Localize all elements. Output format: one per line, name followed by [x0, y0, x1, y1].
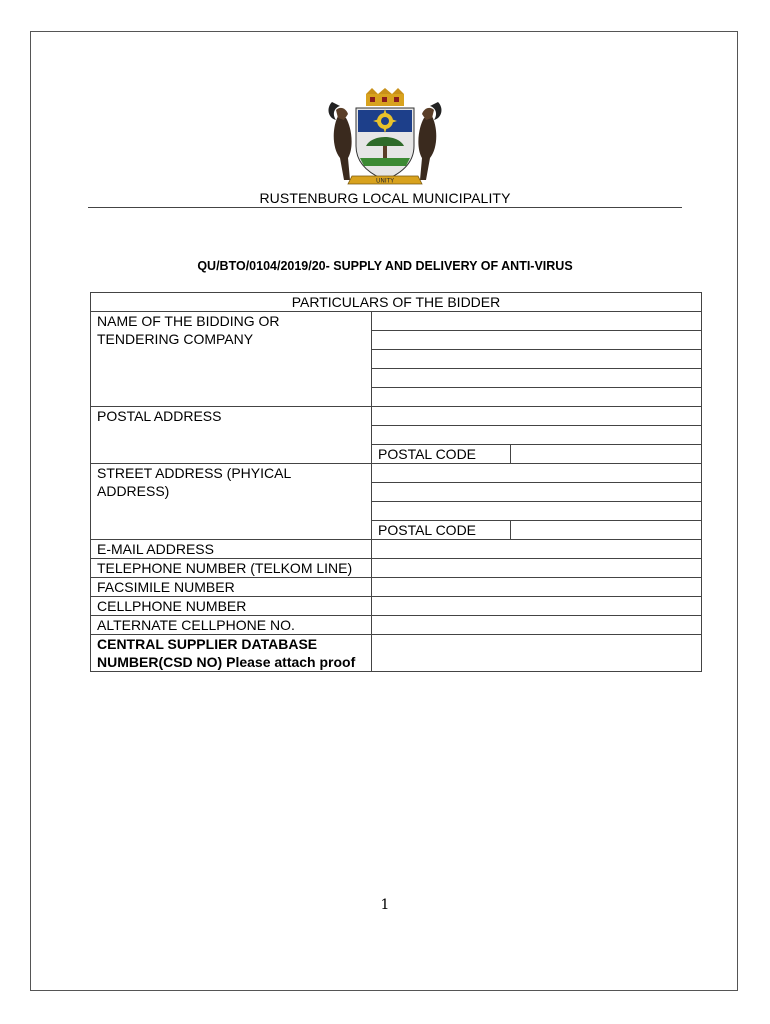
company-name-label: NAME OF THE BIDDING OR TENDERING COMPANY	[91, 312, 372, 407]
postal-address-field-1[interactable]	[372, 407, 702, 426]
company-name-field-3[interactable]	[372, 350, 702, 369]
svg-text:UNITY: UNITY	[376, 177, 394, 185]
email-field[interactable]	[372, 540, 702, 559]
tender-title: QU/BTO/0104/2019/20- SUPPLY AND DELIVERY OF ANTI-VIRUS	[197, 259, 573, 273]
page-number: 1	[380, 897, 390, 913]
postal-code-field[interactable]	[511, 445, 702, 464]
company-name-field-2[interactable]	[372, 331, 702, 350]
cellphone-field[interactable]	[372, 597, 702, 616]
csd-number-field[interactable]	[372, 635, 702, 672]
telephone-label: TELEPHONE NUMBER (TELKOM LINE)	[91, 559, 372, 578]
street-address-field-3[interactable]	[372, 502, 702, 521]
company-name-field-5[interactable]	[372, 388, 702, 407]
email-label: E-MAIL ADDRESS	[91, 540, 372, 559]
cellphone-label: CELLPHONE NUMBER	[91, 597, 372, 616]
table-heading: PARTICULARS OF THE BIDDER	[91, 293, 702, 312]
street-address-field-1[interactable]	[372, 464, 702, 483]
postal-address-field-2[interactable]	[372, 426, 702, 445]
alt-cellphone-field[interactable]	[372, 616, 702, 635]
municipality-name: RUSTENBURG LOCAL MUNICIPALITY	[259, 190, 511, 206]
postal-code-label: POSTAL CODE	[372, 445, 511, 464]
header-divider	[88, 207, 682, 208]
postal-address-label: POSTAL ADDRESS	[91, 407, 372, 464]
street-postal-code-field[interactable]	[511, 521, 702, 540]
bidder-particulars-table	[90, 292, 702, 672]
alt-cellphone-label: ALTERNATE CELLPHONE NO.	[91, 616, 372, 635]
company-name-field-4[interactable]	[372, 369, 702, 388]
fax-label: FACSIMILE NUMBER	[91, 578, 372, 597]
csd-number-label: CENTRAL SUPPLIER DATABASE NUMBER(CSD NO) Please attach proof	[91, 635, 372, 672]
street-address-field-2[interactable]	[372, 483, 702, 502]
fax-field[interactable]	[372, 578, 702, 597]
telephone-field[interactable]	[372, 559, 702, 578]
municipal-crest-logo	[322, 88, 448, 192]
street-postal-code-label: POSTAL CODE	[372, 521, 511, 540]
company-name-field-1[interactable]	[372, 312, 702, 331]
street-address-label: STREET ADDRESS (PHYICAL ADDRESS)	[91, 464, 372, 540]
